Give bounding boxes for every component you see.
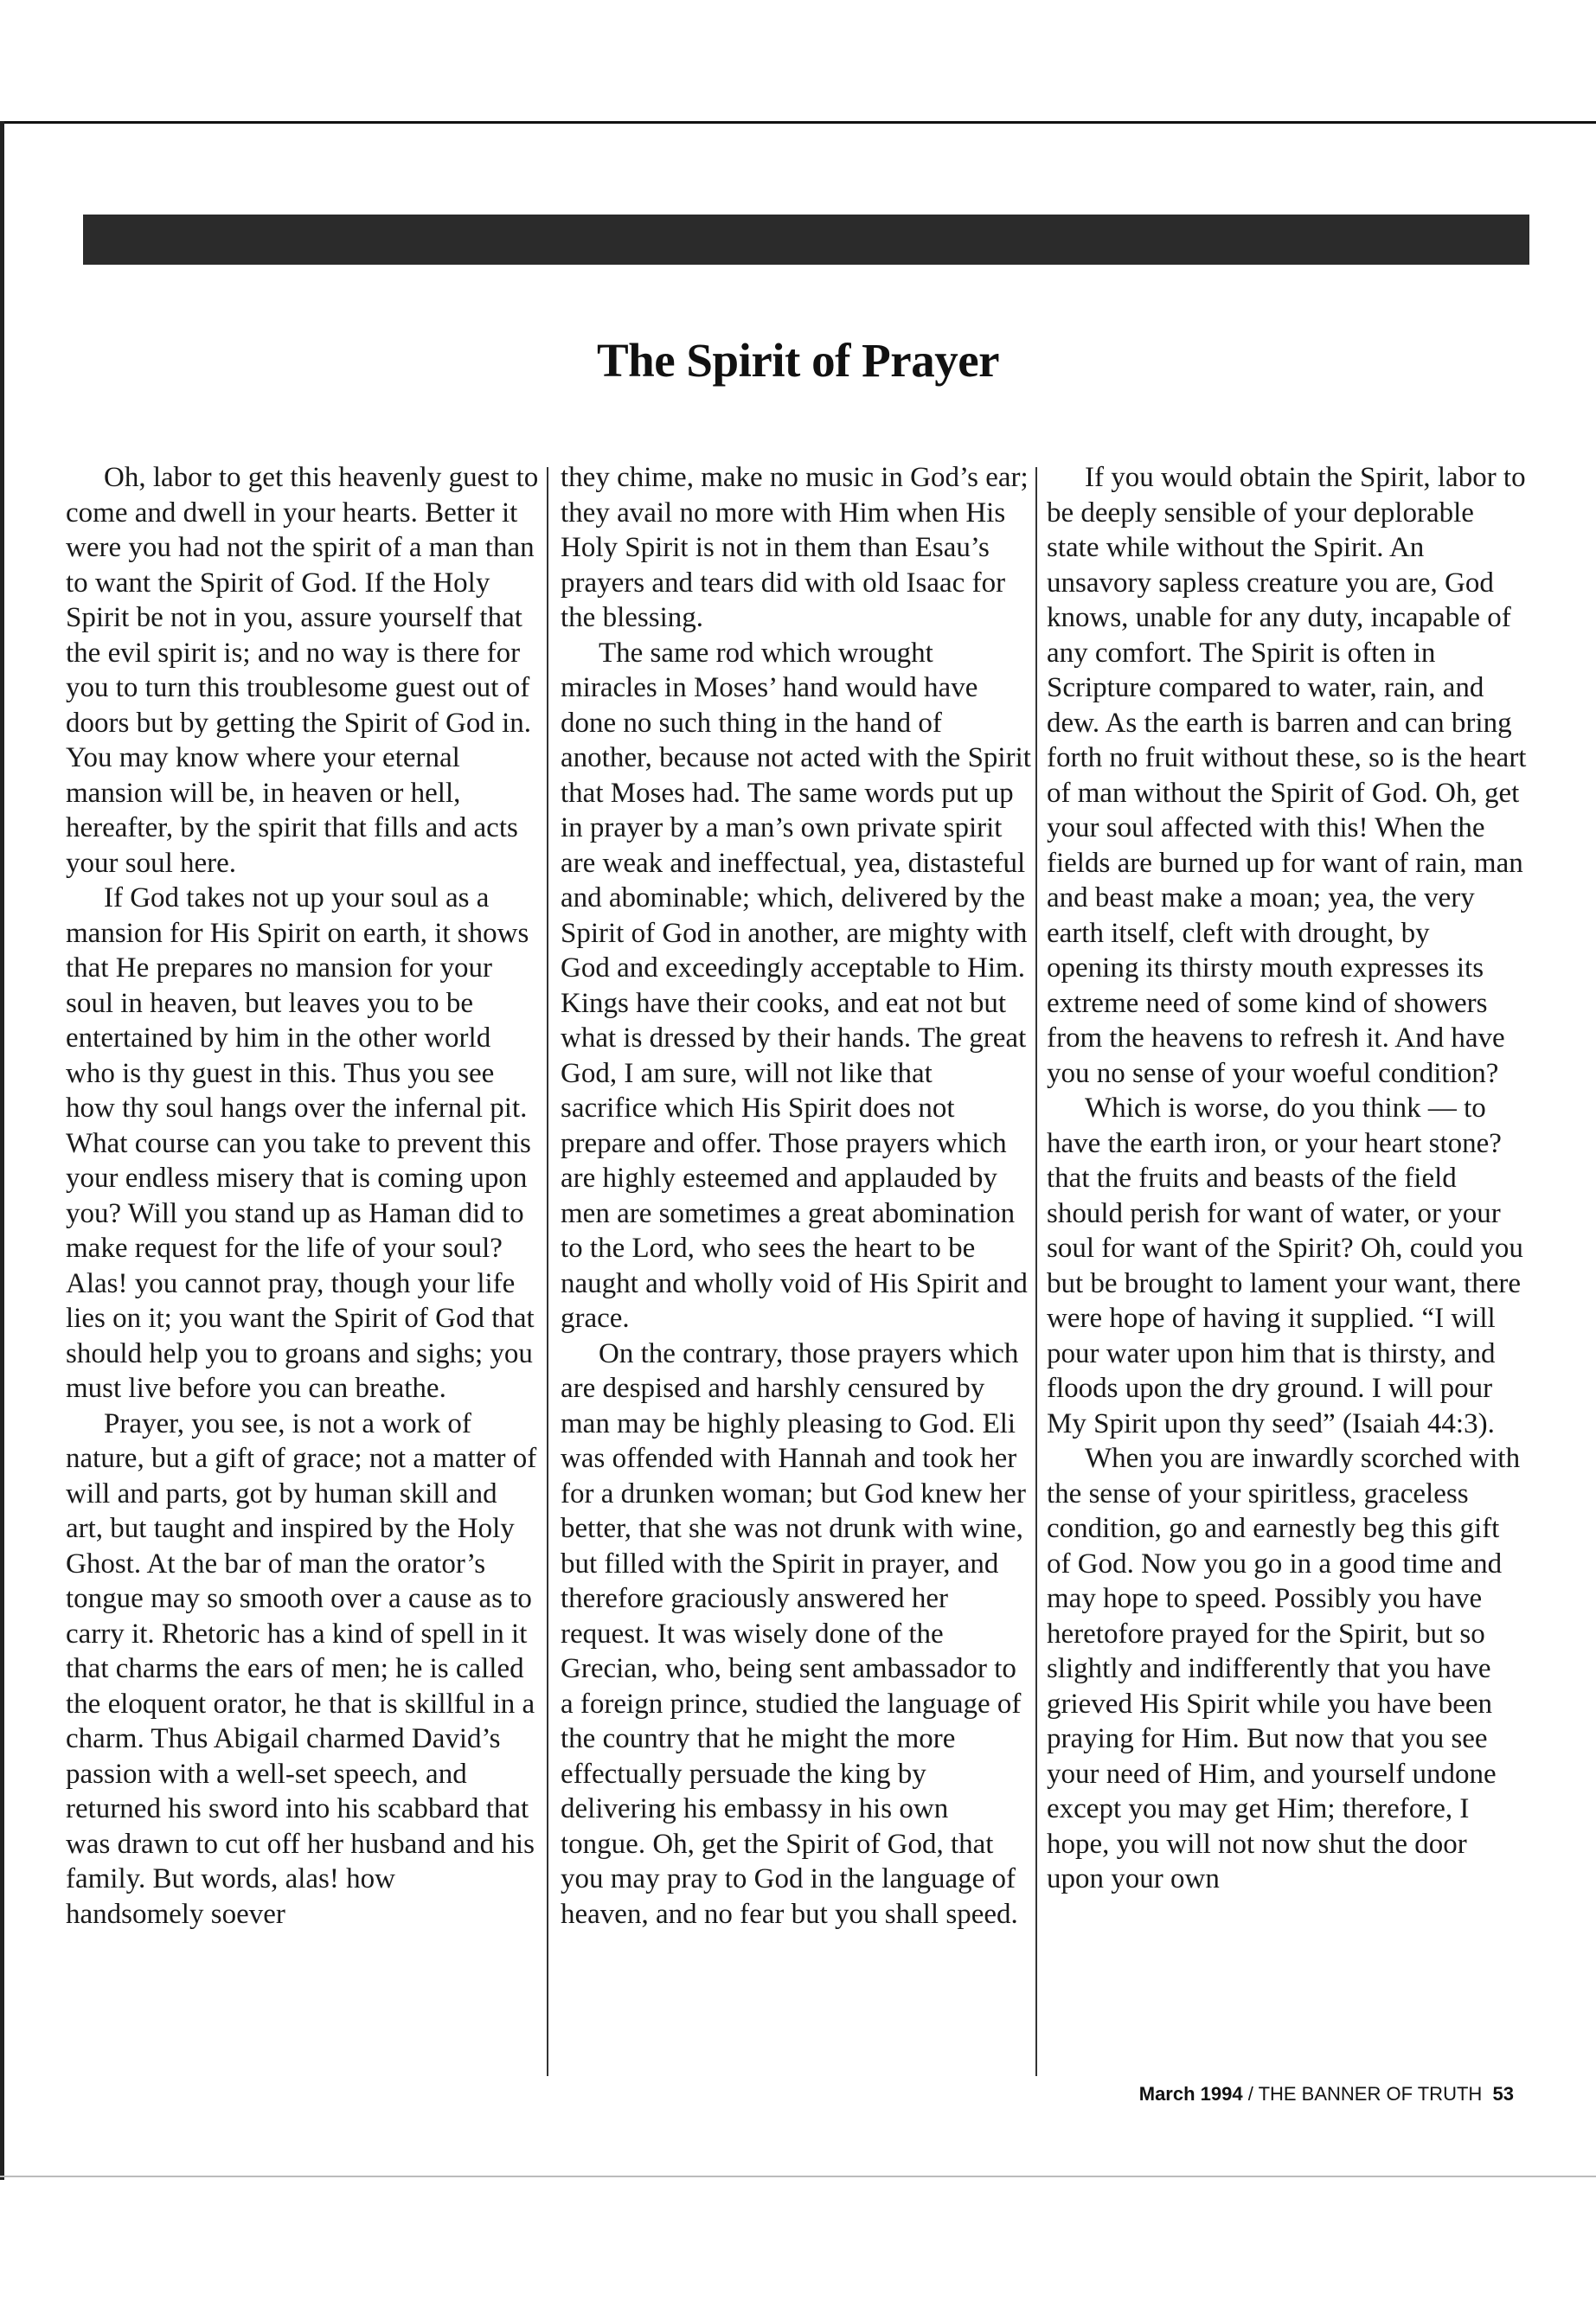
issue-date: March 1994	[1138, 2083, 1243, 2105]
text-column-2	[561, 460, 1035, 1932]
paragraph: If God takes not up your soul as a mansion for His Spirit on earth, it shows that He prepares no mansion for your soul in heaven, but leaves you to be entertained by him in the other world who is thy guest in this. Thus you see how thy soul hangs over the infernal pit. What course can you take to prevent this your endless misery that is coming upon you? Will you stand up as Haman did to make request for the life of your soul? Alas! you cannot pray, though your life lies on it; you want the Spirit of God that should help you to groans and sighs; you must live before you can breathe.	[66, 882, 535, 1404]
paragraph: Oh, labor to get this heavenly guest to come and dwell in your hearts. Better it were you had not the spirit of a man than to want the Spirit of God. If the Holy Spirit be not in you, assure yourself that the evil spirit is; and no way is there for you to turn this troublesome guest out of doors but by getting the Spirit of God in. You may know where your eternal mansion will be, in heaven or hell, hereafter, by the spirit that fills and acts your soul here.	[66, 462, 539, 879]
header-bar	[83, 215, 1529, 265]
page-footer	[1092, 2083, 1514, 2106]
article-title: The Spirit of Prayer	[596, 334, 1000, 387]
publication-name: THE BANNER OF TRUTH	[1258, 2083, 1483, 2105]
text-column-1	[66, 460, 540, 1932]
scan-edge-top	[0, 121, 1596, 124]
column-divider	[547, 467, 548, 2076]
paragraph: The same rod which wrought miracles in Moses’ hand would have done no such thing in the hand of another, because not acted with the Spirit that Moses had. The same words put up in prayer by a man’s own private spirit are weak and ineffectual, yea, distasteful and abominable; which, delivered by the Spirit of God in another, are mighty with God and exceedingly acceptable to Him. Kings have their cooks, and eat not but what is dressed by their hands. The great God, I am sure, will not like that sacrifice which His Spirit does not prepare and offer. Those prayers which are highly esteemed and applauded by men are sometimes a great abomination to the Lord, who sees the heart to be naught and wholly void of His Spirit and grace.	[561, 637, 1031, 1334]
scan-edge-bottom	[0, 2176, 1596, 2177]
footer-separator: /	[1242, 2083, 1259, 2105]
text-column-3	[1047, 460, 1528, 1897]
paragraph: they chime, make no music in God’s ear; they avail no more with Him when His Holy Spirit is not in them than Esau’s prayers and tears did with old Isaac for the blessing.	[561, 462, 1029, 633]
paragraph: Prayer, you see, is not a work of nature, but a gift of grace; not a matter of will and parts, got by human skill and art, but taught and inspired by the Holy Ghost. At the bar of man the orator’s tongue may so smooth over a cause as to carry it. Rhetoric has a kind of spell in it that charms the ears of men; he is called the eloquent orator, he that is skillful in a charm. Thus Abigail charmed David’s passion with a well-set speech, and returned his sword into his scabbard that was drawn to cut off her husband and his family. But words, alas! how handsomely soever	[66, 1407, 537, 1930]
paragraph: Which is worse, do you think — to have the earth iron, or your heart stone? that the fruits and beasts of the field should perish for want of water, or your soul for want of the Spirit? Oh, could you but be brought to lament your want, there were hope of having it supplied. “I will pour water upon him that is thirsty, and floods upon the dry ground. I will pour My Spirit upon thy seed” (Isaiah 44:3).	[1047, 1093, 1523, 1439]
paragraph: If you would obtain the Spirit, labor to be deeply sensible of your deplorable state while without the Spirit. An unsavory sapless creature you are, God knows, unable for any duty, incapable of any comfort. The Spirit is often in Scripture compared to water, rain, and dew. As the earth is barren and can bring forth no fruit without these, so is the heart of man without the Spirit of God. Oh, get your soul affected with this! When the fields are burned up for want of rain, man and beast make a moan; yea, the very earth itself, cleft with drought, by opening its thirsty mouth expresses its extreme need of some kind of showers from the heavens to refresh it. And have you no sense of your woeful condition?	[1047, 462, 1527, 1089]
paragraph: On the contrary, those prayers which are despised and harshly censured by man may be highly pleasing to God. Eli was offended with Hannah and took her for a drunken woman; but God knew her better, that she was not drunk with wine, but filled with the Spirit in prayer, and therefore graciously answered her request. It was wisely done of the Grecian, who, being sent ambassador to a foreign prince, studied the language of the country that he might the more effectually persuade the king by delivering his embassy in his own tongue. Oh, get the Spirit of God, that you may pray to God in the language of heaven, and no fear but you shall speed.	[561, 1337, 1026, 1930]
scan-edge-left	[0, 121, 4, 2180]
column-divider	[1035, 467, 1037, 2076]
paragraph: When you are inwardly scorched with the sense of your spiritless, graceless condition, go and earnestly beg this gift of God. Now you go in a good time and may hope to speed. Possibly you have heretofore prayed for the Spirit, but so slightly and indifferently that you have grieved His Spirit while you have been praying for Him. But now that you see your need of Him, and yourself undone except you may get Him; therefore, I hope, you will not now shut the door upon your own	[1047, 1443, 1521, 1894]
page-number: 53	[1492, 2083, 1514, 2105]
